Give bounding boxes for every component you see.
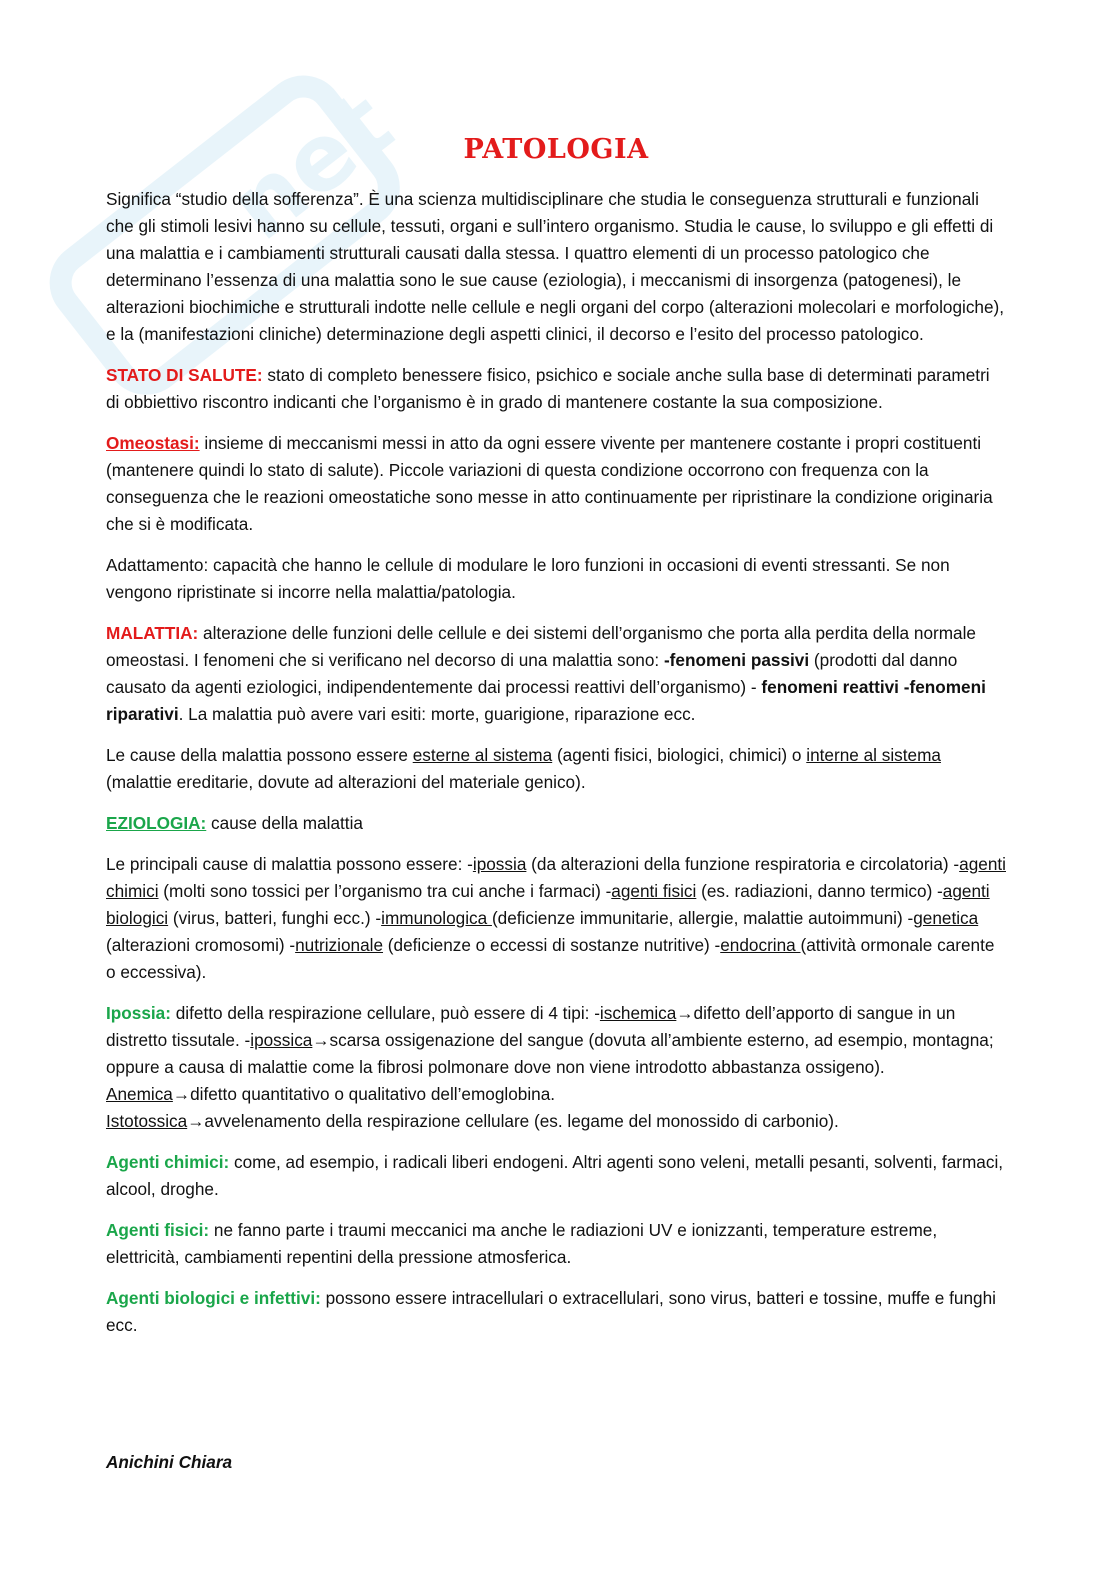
watermark-text: net [210, 70, 412, 261]
agenti-biologici-label: Agenti biologici e infettivi: [106, 1288, 321, 1308]
malattia-paragraph: MALATTIA: alterazione delle funzioni delle cellule e dei sistemi dell’organismo che porta alla perdita della normale omeostasi. I fenomeni che si verificano nel decorso di una malattia sono: -fenomeni passivi (prodotti dal danno causato da agenti eziologici, indipendentemente dai processi reattivi dell’organismo) - fenomeni reattivi -fenomeni riparativi. La malattia può avere vari esiti: morte, guarigione, riparazione ecc. [106, 623, 986, 724]
stato-di-salute-paragraph: STATO DI SALUTE: stato di completo benessere fisico, psichico e sociale anche sulla base di determinati parametri di obbiettivo riscontro indicanti che l’organismo è in grado di mantenere costante la sua composizione. [106, 365, 990, 412]
eziologia-label: EZIOLOGIA: [106, 813, 207, 833]
intro-paragraph: Significa “studio della sofferenza”. È una scienza multidisciplinare che studia le conseguenza strutturali e funzionali che gli stimoli lesivi hanno su cellule, tessuti, organi e sull’intero organismo. Studia le cause, lo sviluppo e gli effetti di una malattia e i cambiamenti strutturali causati dalla stessa. I quattro elementi di un processo patologico che determinano l’essenza di una malattia sono le sue cause (eziologia), i meccanismi di insorgenza (patogenesi), le alterazioni biochimiche e strutturali indotte nelle cellule e negli organi del corpo (alterazioni molecolari e morfologiche), e la (manifestazioni cliniche) determinazione degli aspetti clinici, il decorso e l’esito del processo patologico. [106, 189, 1005, 344]
page-title: PATOLOGIA [463, 134, 649, 165]
agenti-biologici-paragraph: Agenti biologici e infettivi: possono essere intracellulari o extracellulari, sono virus, batteri e tossine, muffe e funghi ecc. [106, 1288, 996, 1335]
author-signature: Anichini Chiara [106, 1452, 233, 1472]
adattamento-paragraph: Adattamento: capacità che hanno le cellule di modulare le loro funzioni in occasioni di eventi stressanti. Se non vengono ripristinate si incorre nella malattia/patologia. [106, 555, 950, 602]
malattia-label: MALATTIA: [106, 623, 199, 643]
stato-label: STATO DI SALUTE: [106, 365, 263, 385]
agenti-chimici-paragraph: Agenti chimici: come, ad esempio, i radicali liberi endogeni. Altri agenti sono veleni, metalli pesanti, solventi, farmaci, alcool, droghe. [106, 1152, 1004, 1199]
cause-paragraph: Le cause della malattia possono essere esterne al sistema (agenti fisici, biologici, chimici) o interne al sistema (malattie ereditarie, dovute ad alterazioni del materiale genico). [106, 745, 941, 792]
eziologia-paragraph: EZIOLOGIA: cause della malattia [106, 813, 363, 833]
omeostasi-label: Omeostasi: [106, 433, 200, 453]
agenti-chimici-label: Agenti chimici: [106, 1152, 230, 1172]
agenti-fisici-label: Agenti fisici: [106, 1220, 210, 1240]
principali-cause-paragraph: Le principali cause di malattia possono essere: -ipossia (da alterazioni della funzione respiratoria e circolatoria) -agenti chimici (molti sono tossici per l’organismo tra cui anche i farmaci) -agenti fisici (es. radiazioni, danno termico) -agenti biologici (virus, batteri, funghi ecc.) -immunologica (deficienze immunitarie, allergie, malattie autoimmuni) -genetica (alterazioni cromosomi) -nutrizionale (deficienze o eccessi di sostanze nutritive) -endocrina (attività ormonale carente o eccessiva). [106, 854, 1006, 982]
ipossia-label: Ipossia: [106, 1003, 171, 1023]
document-page [106, 128, 1006, 1353]
ipossia-paragraph: Ipossia: difetto della respirazione cellulare, può essere di 4 tipi: -ischemica→difetto dell’apporto di sangue in un distretto tissutale. -ipossica→scarsa ossigenazione del sangue (dovuta all’ambiente esterno, ad esempio, montagna; oppure a causa di malattie come la fibrosi polmonare dove non viene introdotto abbastanza ossigeno). Anemica→difetto quantitativo o qualitativo dell’emoglobina. Istotossica→avvelenamento della respirazione cellulare (es. legame del monossido di carbonio). [106, 1003, 994, 1131]
omeostasi-paragraph: Omeostasi: insieme di meccanismi messi in atto da ogni essere vivente per mantenere costante i propri costituenti (mantenere quindi lo stato di salute). Piccole variazioni di questa condizione occorrono con frequenza con la conseguenza che le reazioni omeostatiche sono messe in atto continuamente per ripristinare la condizione originaria che si è modificata. [106, 433, 993, 534]
agenti-fisici-paragraph: Agenti fisici: ne fanno parte i traumi meccanici ma anche le radiazioni UV e ionizzanti, temperature estreme, elettricità, cambiamenti repentini della pressione atmosferica. [106, 1220, 938, 1267]
